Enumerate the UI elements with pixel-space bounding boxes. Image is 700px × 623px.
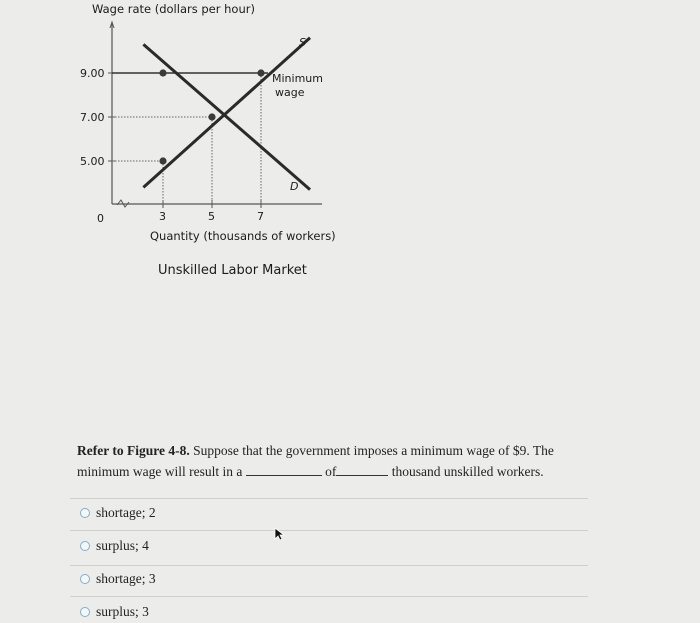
radio-button-3[interactable] (80, 574, 90, 584)
x-tick-label: 5 (208, 210, 215, 223)
question-body: Suppose that the government imposes a minimum wage of $9. The minimum wage will result in a (77, 443, 554, 479)
option-1[interactable] (80, 505, 156, 521)
answer-blank-2 (336, 461, 388, 476)
y-axis-title: Wage rate (dollars per hour) (92, 2, 255, 16)
option-2[interactable] (80, 538, 149, 554)
demand-label: D (290, 180, 299, 193)
chart-title: Unskilled Labor Market (158, 263, 307, 278)
option-4[interactable] (80, 604, 149, 620)
figure-reference: Refer to Figure 4-8. (77, 443, 190, 458)
divider (70, 596, 588, 597)
x-axis-title: Quantity (thousands of workers) (150, 229, 336, 243)
supply-label: S (299, 36, 306, 49)
radio-button-1[interactable] (80, 508, 90, 518)
divider (70, 498, 588, 499)
supply-curve (143, 38, 310, 188)
divider (70, 530, 588, 531)
labor-market-figure (0, 0, 700, 300)
data-point (159, 157, 166, 164)
data-point (208, 113, 215, 120)
answer-blank-1 (246, 461, 322, 476)
mouse-cursor-icon (274, 527, 286, 541)
data-point (159, 69, 166, 76)
radio-button-2[interactable] (80, 541, 90, 551)
divider (70, 565, 588, 566)
y-tick-label: 7.00 (80, 111, 105, 124)
option-3[interactable] (80, 571, 156, 587)
question-text (77, 440, 597, 482)
option-1-label: shortage; 2 (96, 505, 156, 520)
option-4-label: surplus; 3 (96, 604, 149, 619)
of-text: of (325, 464, 337, 479)
x-tick-label: 3 (159, 210, 166, 223)
axis-break (117, 200, 129, 207)
option-3-label: shortage; 3 (96, 571, 156, 586)
origin-label: 0 (97, 212, 104, 225)
option-2-label: surplus; 4 (96, 538, 149, 553)
data-point (257, 69, 264, 76)
radio-button-4[interactable] (80, 607, 90, 617)
demand-curve (143, 44, 310, 189)
minimum-wage-label-1: Minimum (272, 72, 323, 85)
question-tail: thousand unskilled workers. (391, 464, 544, 479)
y-tick-label: 9.00 (80, 67, 105, 80)
x-tick-label: 7 (257, 210, 264, 223)
y-tick-label: 5.00 (80, 155, 105, 168)
minimum-wage-label-2: wage (275, 86, 305, 99)
